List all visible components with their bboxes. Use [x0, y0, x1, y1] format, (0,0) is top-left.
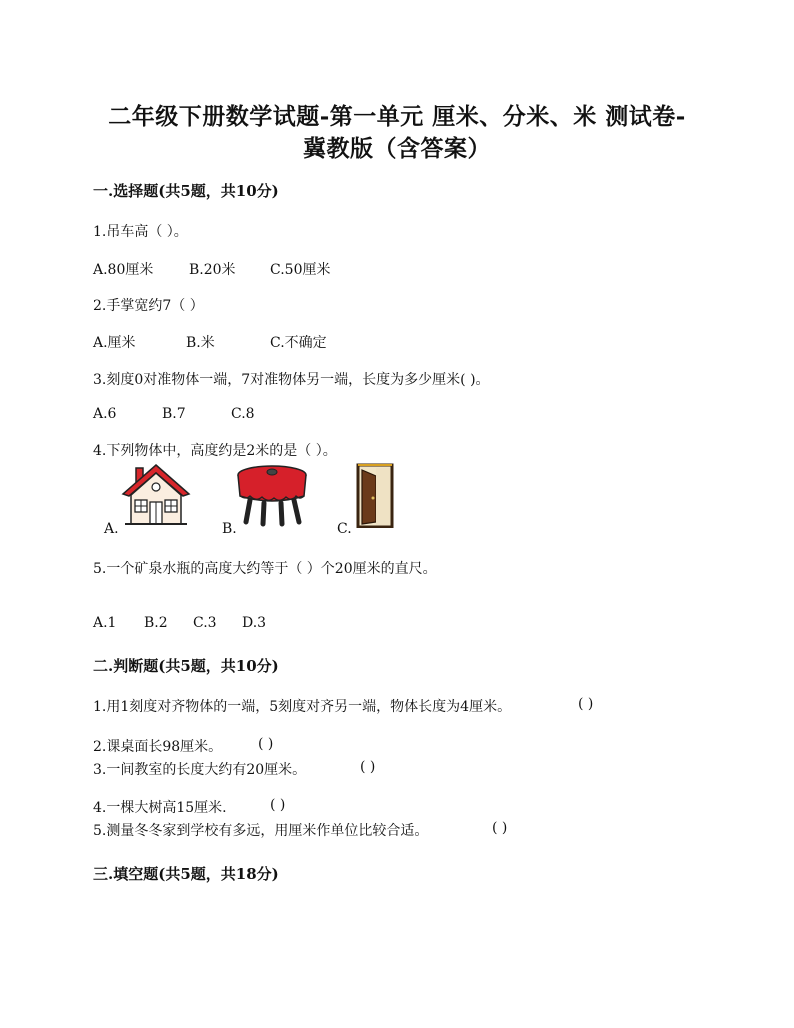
question-5-option-d: D.3: [242, 615, 267, 631]
question-5-option-c: C.3: [193, 615, 217, 631]
question-2-option-a: A.厘米: [93, 335, 136, 351]
question-4-option-b: B.: [222, 521, 237, 537]
question-3-option-b: B.7: [162, 406, 186, 422]
judge-item-5: 5.测量冬冬家到学校有多远，用厘米作单位比较合适。: [93, 823, 429, 839]
document-title-line1: 二年级下册数学试题-第一单元 厘米、分米、米 测试卷-: [108, 103, 686, 130]
judge-item-1-blank: ( ): [578, 696, 594, 712]
door-icon: [354, 462, 396, 528]
question-2-option-b: B.米: [186, 335, 215, 351]
question-2-option-c: C.不确定: [270, 335, 327, 351]
question-5-option-a: A.1: [93, 615, 117, 631]
judge-item-5-blank: ( ): [492, 820, 508, 836]
section3-header: 三.填空题(共5题，共18分): [93, 865, 279, 883]
section2-header: 二.判断题(共5题，共10分): [93, 657, 279, 675]
judge-item-3: 3.一间教室的长度大约有20厘米。: [93, 762, 307, 778]
judge-item-2-blank: ( ): [258, 736, 274, 752]
question-4-option-c: C.: [337, 521, 352, 537]
judge-item-4-blank: ( ): [270, 797, 286, 813]
question-3-option-c: C.8: [231, 406, 255, 422]
question-3: 3.刻度0对准物体一端，7对准物体另一端，长度为多少厘米( )。: [93, 372, 490, 388]
judge-item-2: 2.课桌面长98厘米。: [93, 739, 223, 755]
table-icon: [234, 462, 310, 528]
judge-item-3-blank: ( ): [360, 759, 376, 775]
question-1-option-a: A.80厘米: [93, 262, 154, 278]
question-4: 4.下列物体中，高度约是2米的是（ ）。: [93, 443, 337, 459]
question-3-option-a: A.6: [93, 406, 117, 422]
question-4-option-a: A.: [104, 521, 119, 537]
question-5-option-b: B.2: [144, 615, 168, 631]
house-icon: [121, 462, 191, 528]
question-1: 1.吊车高（ ）。: [93, 224, 188, 240]
question-2: 2.手掌宽约7（ ）: [93, 298, 204, 314]
question-5: 5.一个矿泉水瓶的高度大约等于（ ）个20厘米的直尺。: [93, 561, 437, 577]
document-title-line2: 冀教版（含答案）: [303, 135, 491, 162]
judge-item-1: 1.用1刻度对齐物体的一端，5刻度对齐另一端，物体长度为4厘米。: [93, 699, 512, 715]
question-1-option-c: C.50厘米: [270, 262, 331, 278]
question-1-option-b: B.20米: [189, 262, 236, 278]
section1-header: 一.选择题(共5题，共10分): [93, 182, 279, 200]
judge-item-4: 4.一棵大树高15厘米.: [93, 800, 227, 816]
